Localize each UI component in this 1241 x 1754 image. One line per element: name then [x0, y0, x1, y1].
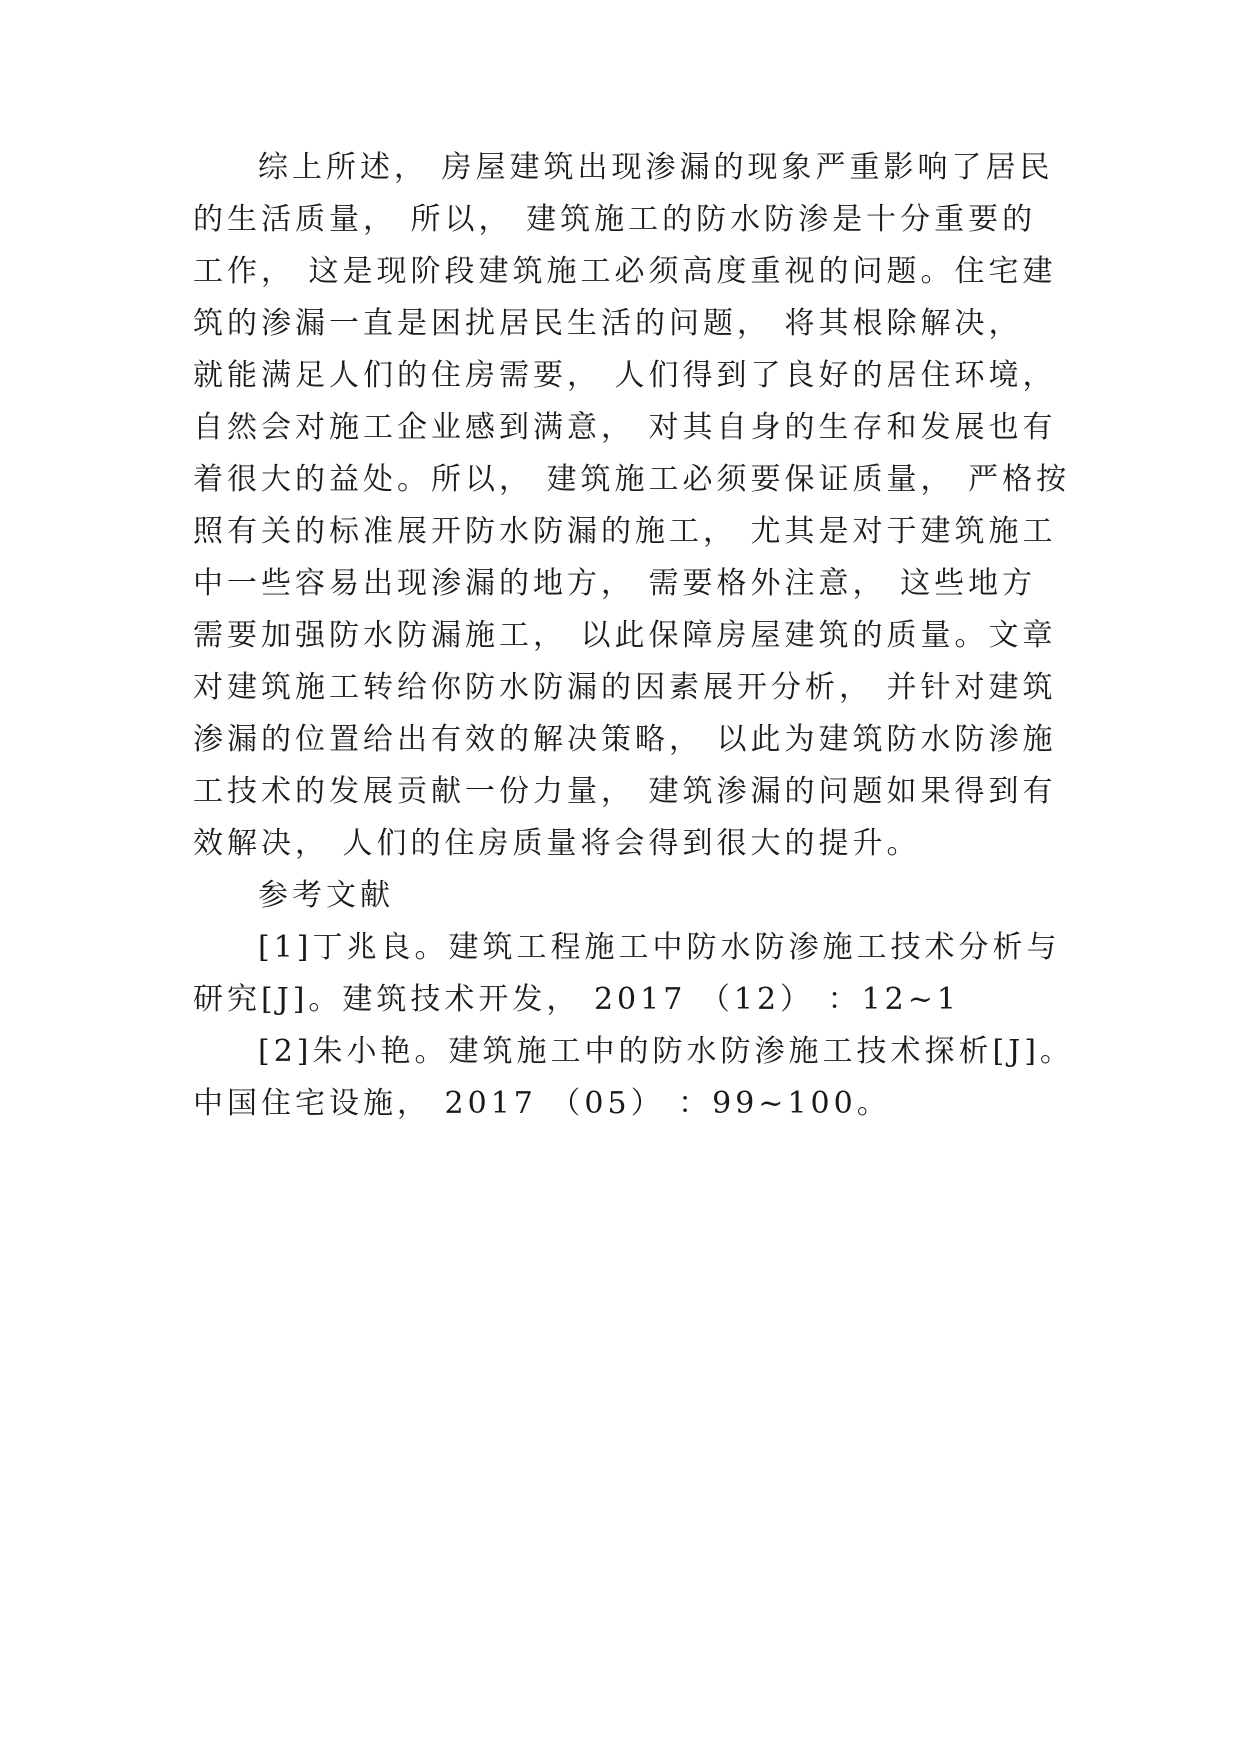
paragraph-line: 工技术的发展贡献一份力量， 建筑渗漏的问题如果得到有: [193, 774, 1057, 809]
paragraph-line: 对建筑施工转给你防水防漏的因素展开分析， 并针对建筑: [193, 670, 1057, 705]
reference-entry-1-line-1: [1]丁兆良。建筑工程施工中防水防渗施工技术分析与: [258, 930, 1061, 965]
paragraph-line: 照有关的标准展开防水防漏的施工， 尤其是对于建筑施工: [193, 514, 1057, 549]
paragraph-line: 就能满足人们的住房需要， 人们得到了良好的居住环境，: [193, 358, 1057, 393]
paragraph-line: 工作， 这是现阶段建筑施工必须高度重视的问题。住宅建: [193, 254, 1057, 289]
paragraph-line: 着很大的益处。所以， 建筑施工必须要保证质量， 严格按: [193, 462, 1071, 497]
paragraph-line: 需要加强防水防漏施工， 以此保障房屋建筑的质量。文章: [193, 618, 1057, 653]
reference-entry-1-line-2: 研究[J]。建筑技术开发， 2017 （12） ：12~1: [193, 982, 960, 1017]
paragraph-line: 效解决， 人们的住房质量将会得到很大的提升。: [193, 826, 921, 861]
reference-entry-2-line-1: [2]朱小艳。建筑施工中的防水防渗施工技术探析[J]。: [258, 1034, 1074, 1069]
paragraph-line: 自然会对施工企业感到满意， 对其自身的生存和发展也有: [193, 410, 1057, 445]
paragraph-line: 中一些容易出现渗漏的地方， 需要格外注意， 这些地方: [193, 566, 1037, 601]
paragraph-line: 综上所述， 房屋建筑出现渗漏的现象严重影响了居民: [258, 150, 1054, 185]
references-heading: 参考文献: [258, 878, 394, 913]
paragraph-line: 筑的渗漏一直是困扰居民生活的问题， 将其根除解决，: [193, 306, 1023, 341]
paragraph-line: 的生活质量， 所以， 建筑施工的防水防渗是十分重要的: [193, 202, 1037, 237]
paragraph-line: 渗漏的位置给出有效的解决策略， 以此为建筑防水防渗施: [193, 722, 1057, 757]
reference-entry-2-line-2: 中国住宅设施， 2017 （05） ：99~100。: [193, 1086, 891, 1121]
